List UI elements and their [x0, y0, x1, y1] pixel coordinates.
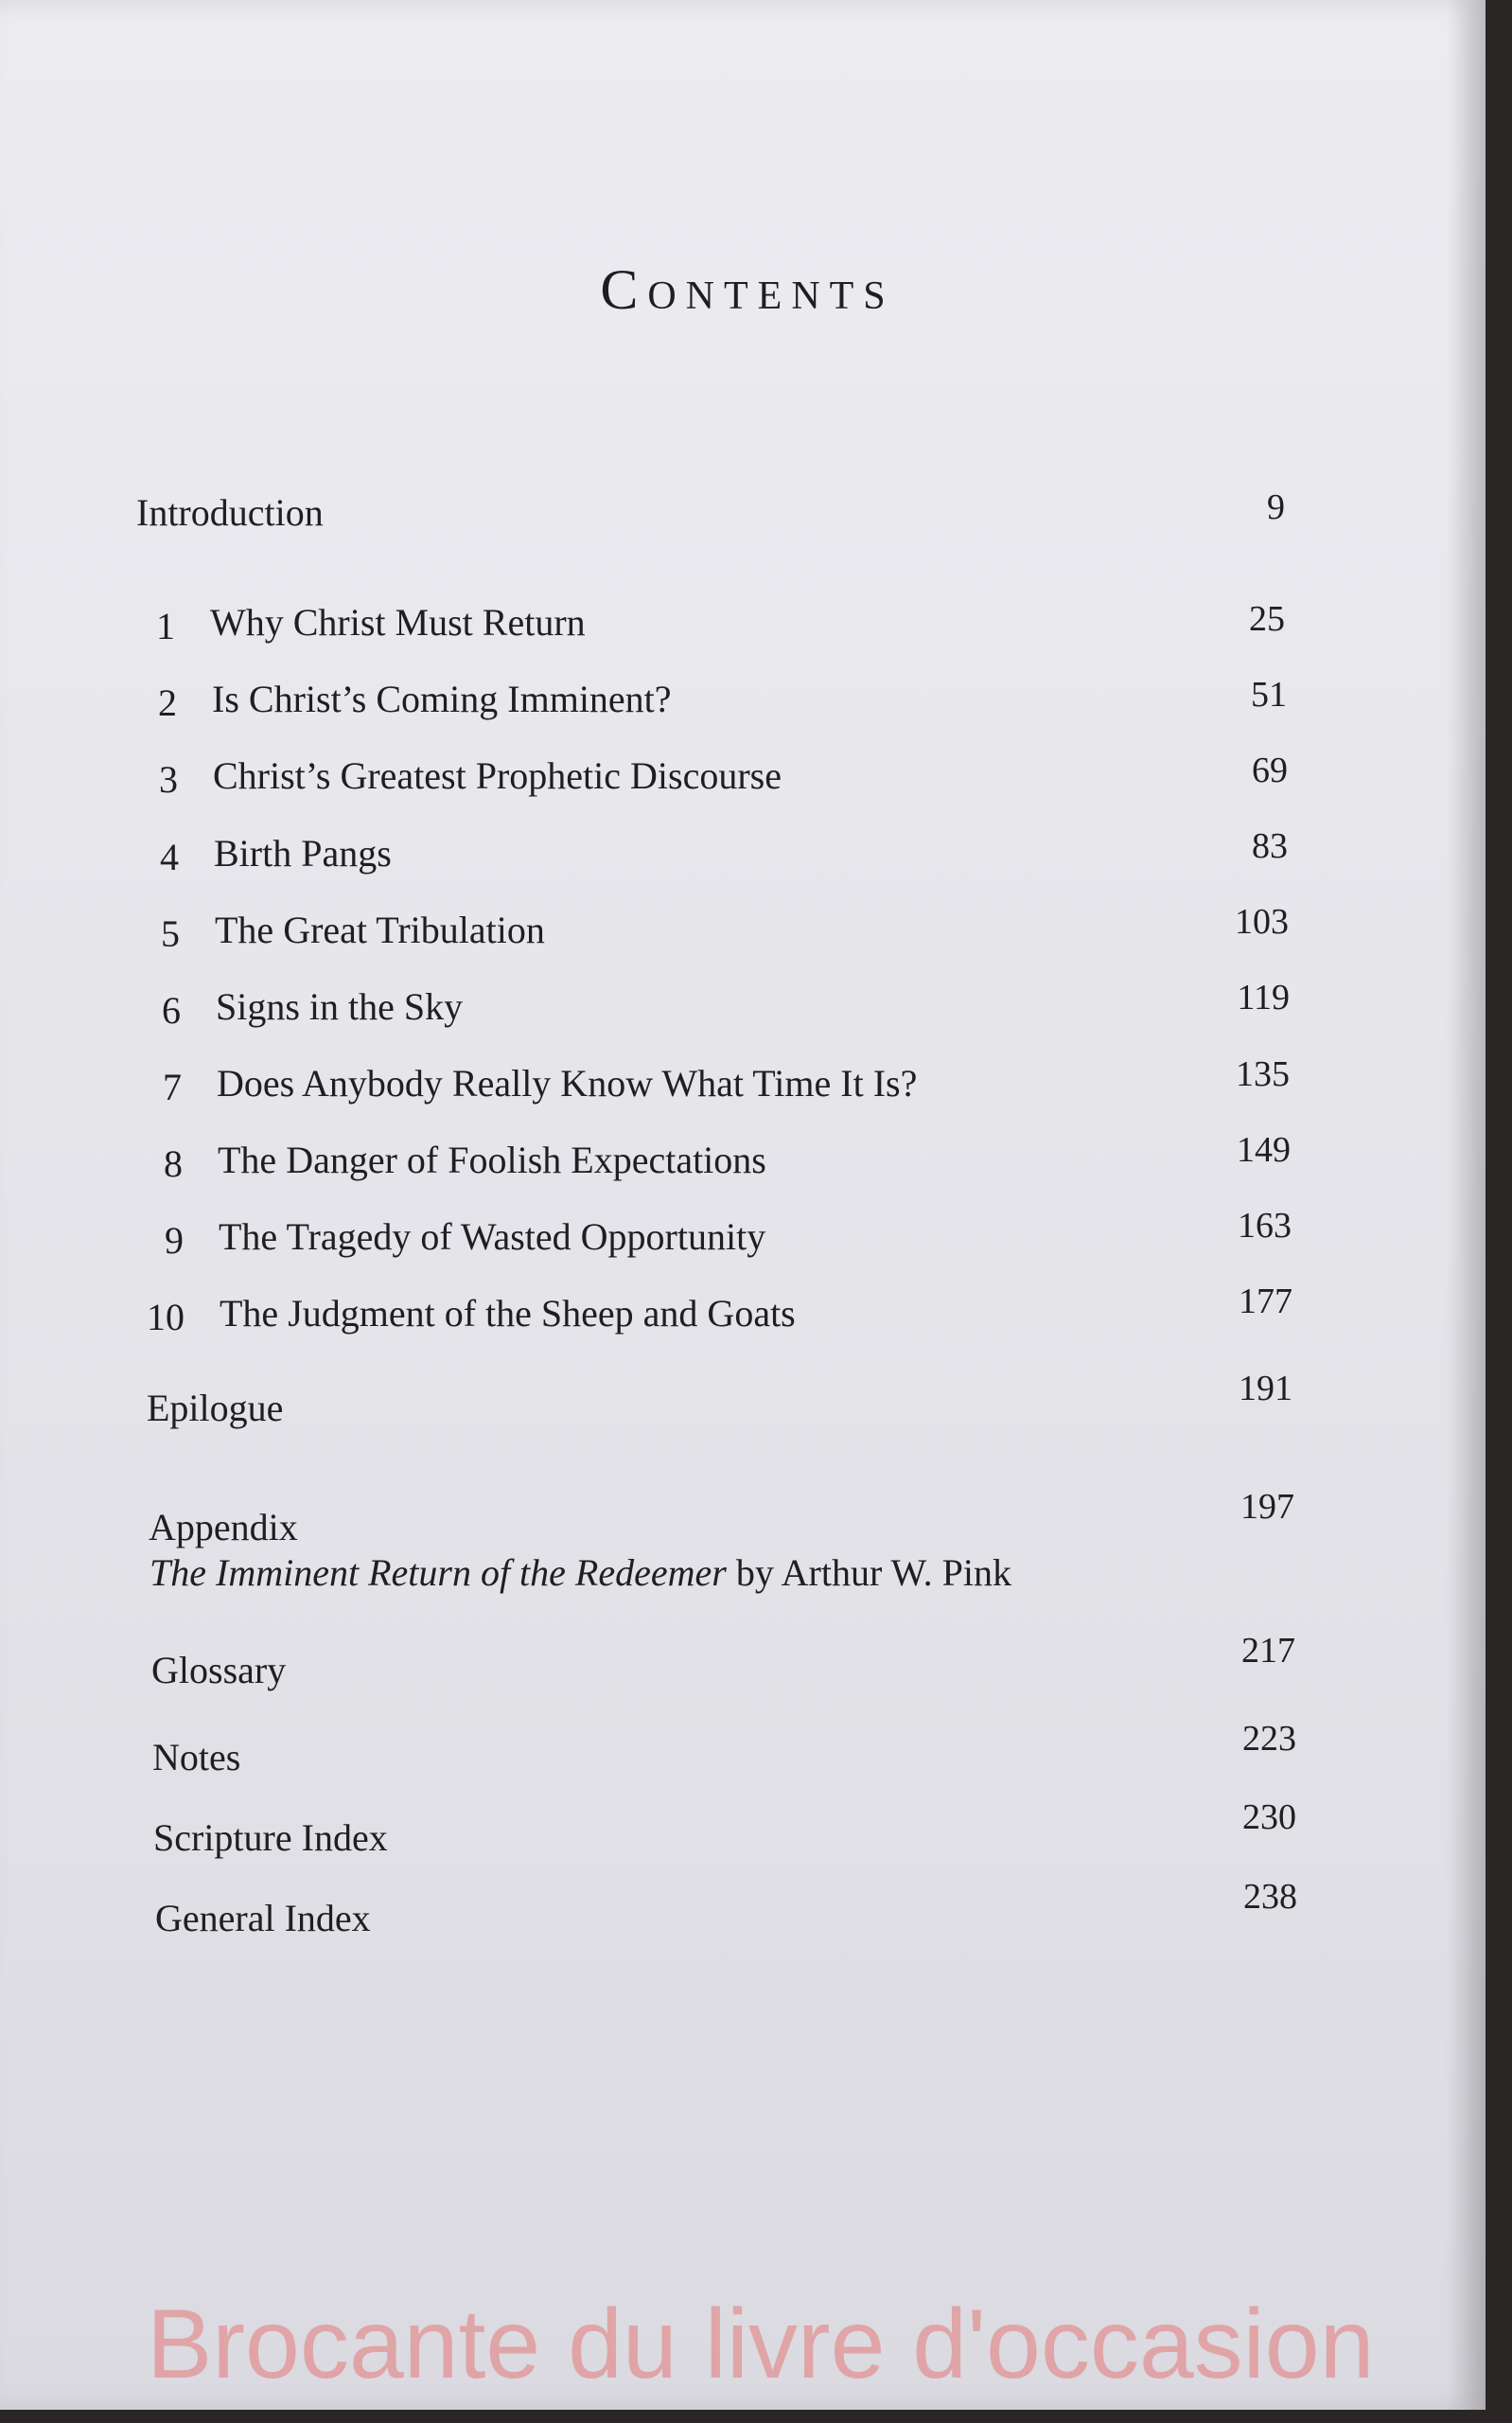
chapter-number: 2: [158, 681, 177, 724]
chapter-title: Why Christ Must Return: [210, 601, 586, 644]
toc-scripture-index-label: Scripture Index: [153, 1816, 388, 1859]
toc-introduction-page: 9: [1267, 487, 1285, 527]
page-title: Contents: [600, 258, 895, 321]
chapter-page: 103: [1235, 902, 1289, 942]
toc-glossary-label: Glossary: [151, 1649, 287, 1691]
chapter-page: 69: [1252, 751, 1288, 790]
chapter-number: 1: [156, 605, 175, 647]
chapter-page: 177: [1239, 1282, 1292, 1321]
chapter-number: 10: [147, 1296, 185, 1338]
chapter-title: Is Christ’s Coming Imminent?: [212, 678, 672, 720]
toc-general-index-page: 238: [1243, 1877, 1297, 1917]
chapter-title: The Judgment of the Sheep and Goats: [220, 1292, 796, 1335]
toc-glossary-page: 217: [1241, 1631, 1295, 1671]
toc-appendix-subtitle: [149, 1550, 1011, 1595]
chapter-title: The Great Tribulation: [215, 909, 545, 951]
toc-general-index-label: General Index: [155, 1897, 371, 1939]
chapter-title: Signs in the Sky: [216, 985, 464, 1028]
chapter-page: 135: [1236, 1054, 1290, 1094]
watermark-text: Brocante du livre d'occasion: [147, 2290, 1375, 2399]
toc-notes-label: Notes: [152, 1736, 241, 1778]
chapter-page: 163: [1238, 1206, 1292, 1246]
appendix-byline: by Arthur W. Pink: [726, 1551, 1011, 1594]
toc-appendix-page: 197: [1240, 1487, 1294, 1527]
chapter-page: 149: [1237, 1130, 1291, 1170]
chapter-title: Does Anybody Really Know What Time It Is?: [217, 1062, 918, 1105]
chapter-page: 51: [1251, 675, 1287, 715]
chapter-number: 9: [165, 1219, 184, 1262]
appendix-work-title: The Imminent Return of the Redeemer: [149, 1551, 727, 1594]
chapter-number: 6: [162, 989, 181, 1032]
chapter-page: 25: [1249, 599, 1285, 639]
toc-introduction-label: Introduction: [136, 491, 324, 534]
toc-epilogue-page: 191: [1239, 1369, 1292, 1408]
chapter-title: The Tragedy of Wasted Opportunity: [219, 1215, 766, 1258]
chapter-page: 83: [1252, 826, 1288, 866]
toc-scripture-index-page: 230: [1242, 1797, 1296, 1837]
chapter-title: Birth Pangs: [214, 832, 392, 875]
toc-epilogue-label: Epilogue: [147, 1387, 284, 1429]
toc-appendix-label: Appendix: [149, 1506, 298, 1548]
toc-notes-page: 223: [1242, 1719, 1296, 1759]
chapter-number: 7: [163, 1066, 182, 1108]
chapter-title: Christ’s Greatest Prophetic Discourse: [213, 754, 782, 797]
chapter-title: The Danger of Foolish Expectations: [218, 1139, 766, 1181]
chapter-number: 3: [159, 758, 178, 801]
chapter-number: 8: [164, 1142, 183, 1185]
chapter-page: 119: [1237, 978, 1290, 1017]
chapter-number: 4: [160, 836, 179, 878]
chapter-number: 5: [161, 912, 180, 955]
